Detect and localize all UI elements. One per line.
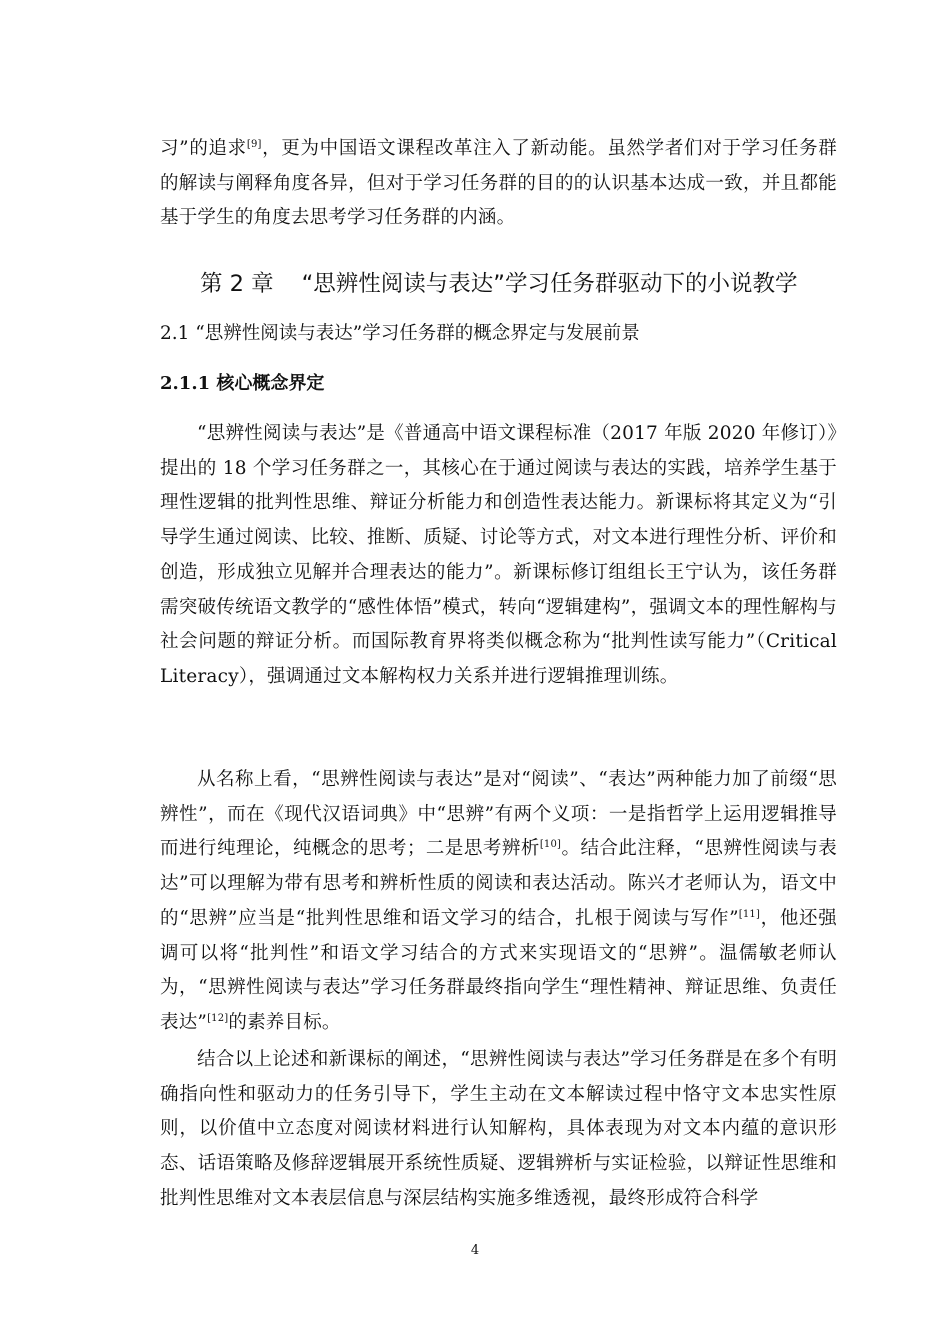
paragraph-text: ，更为中国语文课程改革注入了新动能。虽然学者们对于学习任务群的解读与阐释角度各异，但对于学习任务群的目的的认识基本达成一致，并且都能基于学生的角度去思考学习任务群的内涵。 [160, 138, 837, 229]
chapter-number: 第 2 章 [200, 271, 274, 297]
citation-ref[interactable]: [11] [738, 908, 761, 920]
body-paragraph-2 [160, 763, 837, 1041]
chapter-title: “思辨性阅读与表达”学习任务群驱动下的小说教学 [301, 271, 798, 297]
continued-paragraph [160, 132, 837, 236]
paragraph-text: ，他还强调可以将“批判性”和语文学习结合的方式来实现语文的“思辨”。温儒敏老师认为，“思辨性阅读与表达”学习任务群最终指向学生“理性精神、辩证思维、负责任表达” [160, 907, 837, 1033]
section-heading: 2.1 “思辨性阅读与表达”学习任务群的概念界定与发展前景 [160, 323, 640, 344]
paragraph-text: 习”的追求 [160, 138, 247, 159]
citation-ref[interactable]: [12] [207, 1012, 229, 1024]
page-number: 4 [470, 1243, 480, 1258]
paragraph-text: 。结合此注释，“思辨性阅读与表达”可以理解为带有思考和辨析性质的阅读和表达活动。陈兴才老师认为，语文中的“思辨”应当是“批判性思维和语文学习的结合，扎根于阅读与写作” [160, 838, 837, 929]
paragraph-text: 从名称上看，“思辨性阅读与表达”是对“阅读”、“表达”两种能力加了前缀“思辨性”，而在《现代汉语词典》中“思辨”有两个义项：一是指哲学上运用逻辑推导而进行纯理论，纯概念的思考；二是思考辨析 [160, 769, 837, 860]
chapter-heading [200, 268, 820, 300]
subsection-heading: 2.1.1 核心概念界定 [160, 373, 325, 394]
citation-ref[interactable]: [9] [246, 138, 262, 150]
paragraph-text: 的素养目标。 [228, 1011, 341, 1033]
body-paragraph-3: 结合以上论述和新课标的阐述，“思辨性阅读与表达”学习任务群是在多个有明确指向性和驱动力的任务引导下，学生主动在文本解读过程中恪守文本忠实性原则，以价值中立态度对阅读材料进行认知解构，具体表现为对文本内蕴的意识形态、话语策略及修辞逻辑展开系统性质疑、逻辑辨析与实证检验，以辩证性思维和批判性思维对文本表层信息与深层结构实施多维透视，最终形成符合科学 [160, 1049, 837, 1209]
body-paragraph-1: “思辨性阅读与表达”是《普通高中语文课程标准（2017 年版 2020 年修订）》提出的 18 个学习任务群之一，其核心在于通过阅读与表达的实践，培养学生基于理性逻辑的批判性思维、辩证分析能力和创造性表达能力。新课标将其定义为“引导学生通过阅读、比较、推断、质疑、讨论等方式，对文本进行理性分析、评价和创造，形成独立见解并合理表达的能力”。新课标修订组组长王宁认为，该任务群需突破传统语文教学的“感性体悟”模式，转向“逻辑建构”，强调文本的理性解构与社会问题的辩证分析。而国际教育界将类似概念称为“批判性读写能力”（Critical Literacy），强调通过文本解构权力关系并进行逻辑推理训练。 [160, 423, 837, 687]
citation-ref[interactable]: [10] [539, 839, 562, 851]
